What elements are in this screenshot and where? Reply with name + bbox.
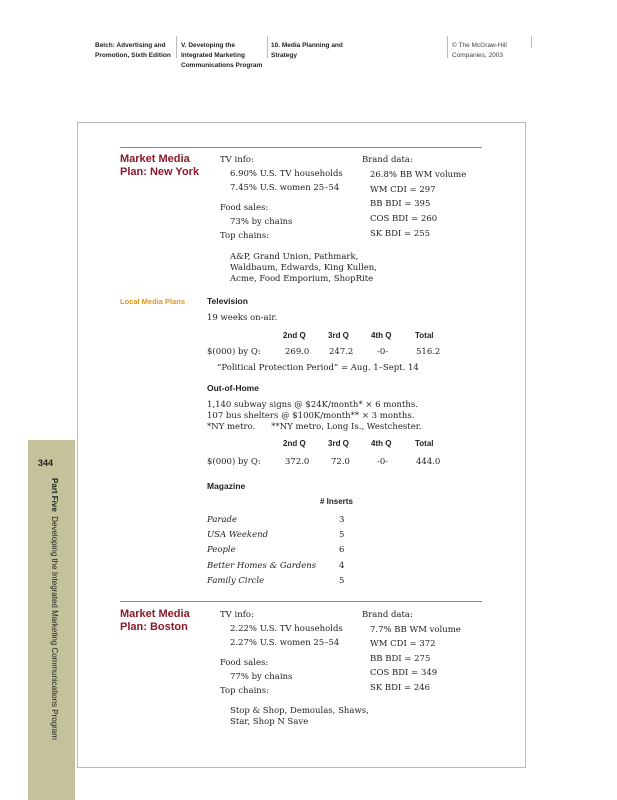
ny-tv-info: TV info: 6.90% U.S. TV households 7.45% U.S. women 25–54 Food sales: 73% by chains Top chains: xyxy=(220,155,343,241)
ny-chains: A&P, Grand Union, Pathmark, Waldbaum, Edwards, King Kullen, Acme, Food Emporium, ShopRite xyxy=(230,252,377,284)
ooh-row-label: $(000) by Q: xyxy=(207,457,261,467)
boston-tv-info: TV info: 2.22% U.S. TV households 2.27% U.S. women 25–54 Food sales: 77% by chains Top chains: xyxy=(220,610,343,696)
magazine-heading: Magazine xyxy=(207,481,246,491)
ny-title: Market Media Plan: New York xyxy=(120,153,200,178)
tv-weeks: 19 weeks on-air. xyxy=(207,313,278,323)
ooh-col-total: Total xyxy=(415,439,434,448)
header-chapter: 10. Media Planning and Strategy xyxy=(271,42,343,59)
header-book: Belch: Advertising and Promotion, Sixth Edition xyxy=(95,42,171,59)
tv-heading: Television xyxy=(207,296,248,306)
tv-val-3q: 247.2 xyxy=(329,347,354,357)
magazine-names xyxy=(207,513,316,589)
ooh-col-3rd-q: 3rd Q xyxy=(328,439,349,448)
section-rule xyxy=(120,147,482,148)
magazine-inserts: 3 5 6 4 5 xyxy=(339,515,345,586)
header-part: V. Developing the Integrated Marketing Communications Program xyxy=(181,42,263,69)
ooh-val-3q: 72.0 xyxy=(331,457,350,467)
boston-chains: Stop & Shop, Demoulas, Shaws, Star, Shop N Save xyxy=(230,706,369,727)
header-copyright: © The McGraw-Hill Companies, 2003 xyxy=(452,42,507,59)
ooh-val-total: 444.0 xyxy=(416,457,441,467)
part-title-vertical: Part Five Developing the Integrated Marketing Communications Program xyxy=(50,478,59,740)
list-item: Family Circle xyxy=(207,575,265,586)
col-total: Total xyxy=(415,331,434,340)
col-4th-q: 4th Q xyxy=(371,331,392,340)
ooh-col-4th-q: 4th Q xyxy=(371,439,392,448)
ooh-lines: 1,140 subway signs @ $24K/month* × 6 months. 107 bus shelters @ $100K/month** × 3 months. *NY metro. **NY metro, Long Is., Westchester. xyxy=(207,400,422,432)
col-3rd-q: 3rd Q xyxy=(328,331,349,340)
list-item: USA Weekend xyxy=(207,530,269,541)
tv-val-2q: 269.0 xyxy=(285,347,310,357)
ny-brand-data: Brand data: 26.8% BB WM volume WM CDI = 297 BB BDI = 395 COS BDI = 260 SK BDI = 255 xyxy=(362,155,467,239)
ooh-heading: Out-of-Home xyxy=(207,383,259,393)
inserts-col-header: # Inserts xyxy=(320,497,353,506)
boston-title: Market Media Plan: Boston xyxy=(120,608,190,633)
list-item: Parade xyxy=(207,515,238,525)
ooh-val-4q: -0- xyxy=(377,457,389,467)
ooh-col-2nd-q: 2nd Q xyxy=(283,439,306,448)
page-number: 344 xyxy=(38,458,54,468)
tv-val-4q: -0- xyxy=(377,347,389,357)
boston-brand-data: Brand data: 7.7% BB WM volume WM CDI = 372 BB BDI = 275 COS BDI = 349 SK BDI = 246 xyxy=(362,610,461,693)
tv-row-label: $(000) by Q: xyxy=(207,347,261,357)
ooh-val-2q: 372.0 xyxy=(285,457,310,467)
list-item: People xyxy=(207,545,236,556)
list-item: Better Homes & Gardens xyxy=(207,560,317,571)
col-2nd-q: 2nd Q xyxy=(283,331,306,340)
local-media-plans-label: Local Media Plans xyxy=(120,297,186,306)
section-rule xyxy=(120,601,482,602)
tv-note: “Political Protection Period” = Aug. 1–Sept. 14 xyxy=(217,363,419,373)
tv-val-total: 516.2 xyxy=(416,347,441,357)
